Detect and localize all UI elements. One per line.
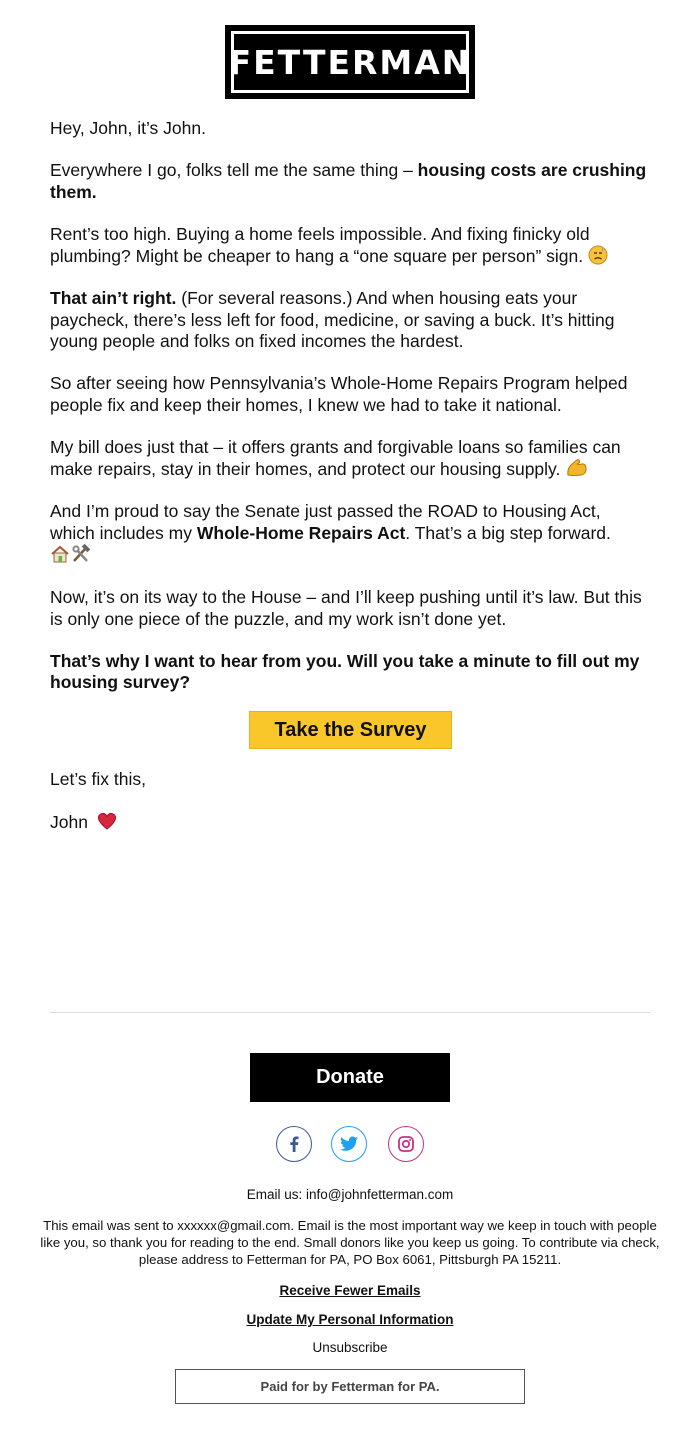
- take-survey-button[interactable]: Take the Survey: [249, 711, 452, 749]
- flexed-biceps-icon: [565, 458, 587, 478]
- receive-fewer-emails-link[interactable]: Receive Fewer Emails: [279, 1283, 421, 1298]
- contact-email: Email us: info@johnfetterman.com: [246, 1187, 454, 1202]
- update-personal-info-link[interactable]: Update My Personal Information: [246, 1312, 454, 1327]
- logo-border: [228, 31, 472, 93]
- paragraph-1: Everywhere I go, folks tell me the same thing – housing costs are crushing them.: [50, 160, 647, 202]
- facebook-icon: [285, 1135, 303, 1153]
- hammer-and-wrench-icon: [70, 544, 92, 564]
- signoff: Let’s fix this,: [50, 769, 146, 789]
- facebook-link[interactable]: [276, 1126, 312, 1162]
- footer-disclaimer: This email was sent to xxxxxx@gmail.com. Email is the most important way we keep in touch with people like you, so thank you for reading to the end. Small donors like you keep us going. To contribute via check, please address to Fetterman for PA, PO Box 6061, Pittsburgh PA 15211.: [40, 1218, 660, 1267]
- paragraph-7: Now, it’s on its way to the House – and I’ll keep pushing until it’s law. But this is only one piece of the puzzle, and my work isn’t done yet.: [50, 587, 642, 629]
- signature-line: [50, 811, 118, 833]
- house-icon: [50, 544, 70, 564]
- instagram-link[interactable]: [388, 1126, 424, 1162]
- twitter-icon: [339, 1135, 359, 1153]
- logo-text: FETTERMAN: [228, 42, 472, 82]
- logo: [225, 25, 475, 99]
- paragraph-4: So after seeing how Pennsylvania’s Whole-Home Repairs Program helped people fix and keep their homes, I knew we had to take it national.: [50, 373, 628, 415]
- donate-button[interactable]: Donate: [250, 1053, 450, 1102]
- paragraph-5: My bill does just that – it offers grants and forgivable loans so families can make repairs, stay in their homes, and protect our housing supply.: [50, 436, 621, 479]
- signature: John: [50, 812, 88, 832]
- email-body: [50, 118, 650, 714]
- downcast-sweat-face-icon: [588, 245, 608, 265]
- paragraph-8: That’s why I want to hear from you. Will you take a minute to fill out my housing survey?: [50, 650, 640, 692]
- greeting: Hey, John, it’s John.: [50, 118, 206, 138]
- paid-for-text: Paid for by Fetterman for PA.: [260, 1379, 440, 1394]
- paragraph-2: Rent’s too high. Buying a home feels impossible. And fixing finicky old plumbing? Might be cheaper to hang a “one square per person” sign.: [50, 224, 650, 268]
- paragraph-6: And I’m proud to say the Senate just passed the ROAD to Housing Act, which includes my Whole-Home Repairs Act. That’s a big step forward.: [50, 501, 650, 567]
- red-heart-icon: [96, 811, 118, 831]
- unsubscribe-link[interactable]: Unsubscribe: [312, 1340, 388, 1355]
- paragraph-3: That ain’t right. (For several reasons.) And when housing eats your paycheck, there’s less left for food, medicine, or saving a buck. It’s hitting young people and folks on fixed incomes the hardest.: [50, 288, 615, 351]
- instagram-icon: [397, 1135, 415, 1153]
- twitter-link[interactable]: [331, 1126, 367, 1162]
- footer-divider: [50, 1012, 650, 1013]
- paid-for-disclaimer: [175, 1369, 525, 1404]
